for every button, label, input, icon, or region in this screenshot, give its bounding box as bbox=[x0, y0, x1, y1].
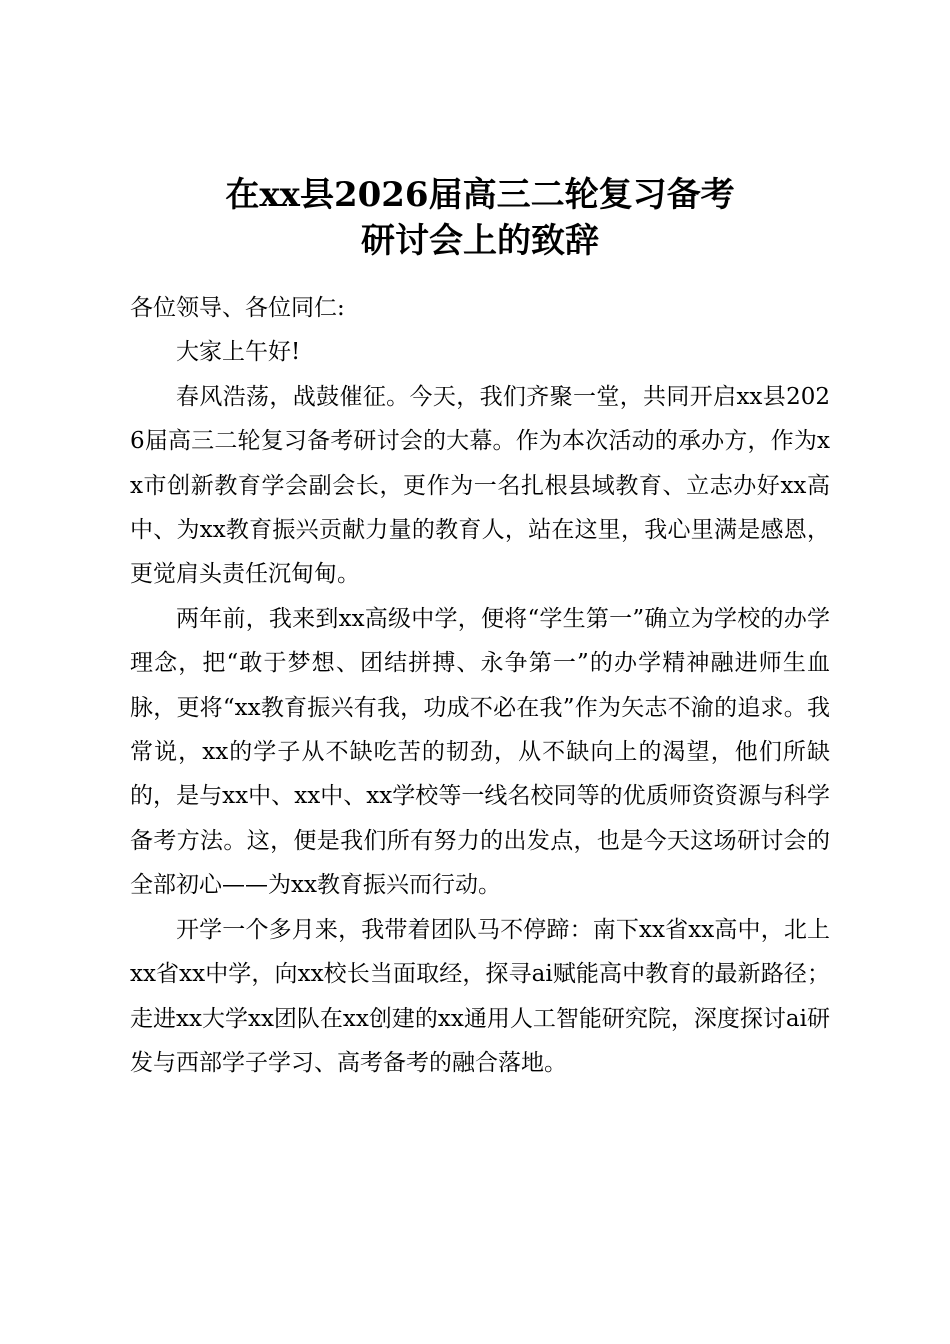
paragraph-actions: 开学一个多月来，我带着团队马不停蹄：南下xx省xx高中，北上xx省xx中学，向xx校长当面取经，探寻ai赋能高中教育的最新路径；走进xx大学xx团队在xx创建的xx通用人工智能研究院，深度探讨ai研发与西部学子学习、高考备考的融合落地。 bbox=[130, 916, 830, 1076]
paragraph-opening: 春风浩荡，战鼓催征。今天，我们齐聚一堂，共同开启xx县2026届高三二轮复习备考研讨会的大幕。作为本次活动的承办方，作为xx市创新教育学会副会长，更作为一名扎根县域教育、立志办好xx高中、为xx教育振兴贡献力量的教育人，站在这里，我心里满是感恩，更觉肩头责任沉甸甸。 bbox=[130, 383, 830, 588]
salutation: 各位领导、各位同仁: bbox=[130, 295, 345, 321]
paragraph-greeting: 大家上午好! bbox=[176, 339, 301, 366]
document-title-line-2: 研讨会上的致辞 bbox=[361, 221, 599, 261]
paragraph-philosophy: 两年前，我来到xx高级中学，便将“学生第一”确立为学校的办学理念，把“敢于梦想、团结拼搏、永争第一”的办学精神融进师生血脉，更将“xx教育振兴有我，功成不必在我”作为矢志不渝的追求。我常说，xx的学子从不缺吃苦的韧劲，从不缺向上的渴望，他们所缺的，是与xx中、xx中、xx学校等一线名校同等的优质师资资源与科学备考方法。这，便是我们所有努力的出发点，也是今天这场研讨会的全部初心——为xx教育振兴而行动。 bbox=[130, 605, 830, 899]
document-body bbox=[130, 286, 830, 1085]
document-title-line-1: 在xx县2026届高三二轮复习备考 bbox=[225, 175, 735, 215]
